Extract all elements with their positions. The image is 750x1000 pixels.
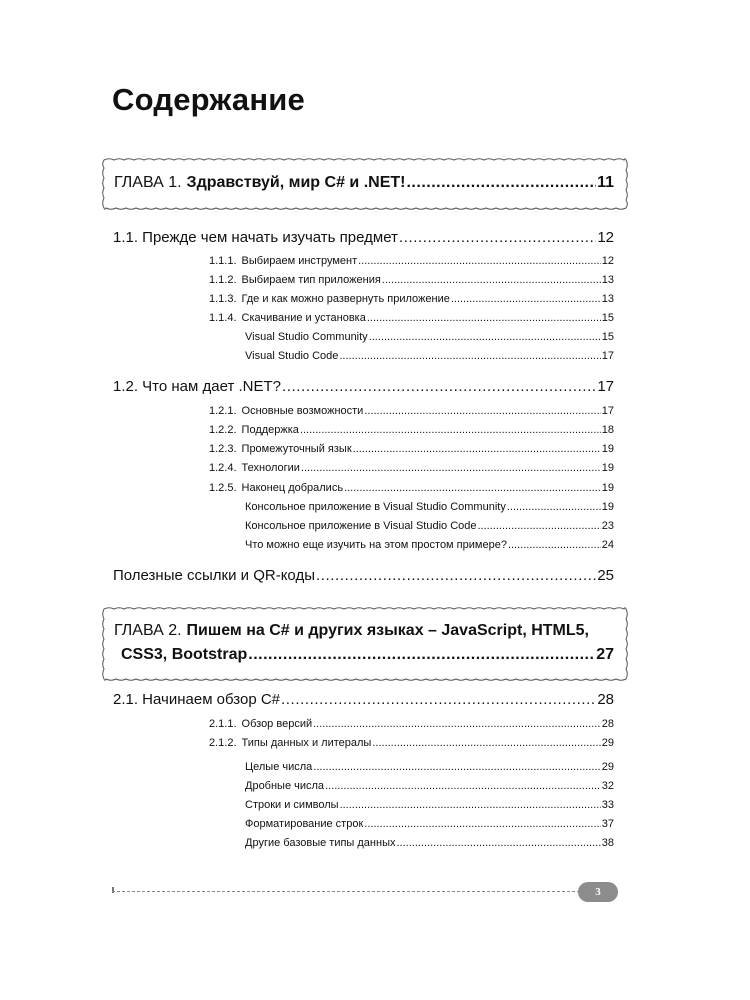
page-number: 17 — [601, 350, 614, 362]
page-number: 17 — [597, 378, 614, 395]
page-number: 19 — [601, 482, 614, 494]
toc-section-2-1[interactable] — [113, 691, 614, 708]
page-number-badge: 3 — [578, 882, 618, 902]
page-number: 15 — [601, 312, 614, 324]
page-number: 23 — [601, 520, 614, 532]
toc-topic[interactable] — [245, 501, 614, 513]
dot-leader — [325, 780, 601, 792]
entry-title: Выбираем инструмент — [241, 255, 358, 267]
dot-leader — [316, 567, 596, 584]
page-number: 19 — [601, 443, 614, 455]
toc-topic[interactable] — [245, 818, 614, 830]
entry-number: 1.1.4. — [209, 312, 237, 324]
dot-leader — [353, 443, 601, 455]
entry-number: 2.1.1. — [209, 718, 237, 730]
entry-title: Промежуточный язык — [241, 443, 352, 455]
page-number: 17 — [601, 405, 614, 417]
page-number: 19 — [601, 462, 614, 474]
footer-divider — [112, 891, 580, 892]
page-number: 33 — [601, 799, 614, 811]
entry-title: Поддержка — [241, 424, 299, 436]
toc-subsection-2-1-1[interactable] — [209, 718, 614, 730]
dot-leader — [451, 293, 601, 305]
page-number: 24 — [601, 539, 614, 551]
chapter-title: Здравствуй, мир C# и .NET! — [186, 174, 406, 191]
page-number: 29 — [601, 737, 614, 749]
entry-number: 1.2.3. — [209, 443, 237, 455]
page-number: 28 — [597, 691, 614, 708]
chapter-1-box — [100, 156, 630, 212]
entry-number: 1.2.1. — [209, 405, 237, 417]
dot-leader — [507, 501, 601, 513]
chapter-title: CSS3, Bootstrap — [121, 646, 248, 663]
dot-leader — [281, 691, 596, 708]
entry-title: Скачивание и установка — [241, 312, 366, 324]
toc-topic[interactable] — [245, 780, 614, 792]
entry-number: 2.1.2. — [209, 737, 237, 749]
dot-leader — [478, 520, 601, 532]
entry-title: Технологии — [241, 462, 300, 474]
toc-subsection-1-1-2[interactable] — [209, 274, 614, 286]
entry-title: 1.2. Что нам дает .NET? — [113, 378, 281, 395]
entry-title: Visual Studio Code — [245, 350, 339, 362]
dot-leader — [372, 737, 600, 749]
dot-leader — [248, 646, 595, 664]
wavy-frame — [100, 605, 630, 683]
entry-number: 1.2.2. — [209, 424, 237, 436]
entry-title: Основные возможности — [241, 405, 364, 417]
entry-title: Наконец добрались — [241, 482, 344, 494]
footer-tick — [112, 887, 114, 893]
entry-title: Типы данных и литералы — [241, 737, 372, 749]
entry-title: Форматирование строк — [245, 818, 364, 830]
dot-leader — [313, 718, 601, 730]
dot-leader — [406, 174, 596, 192]
page-title: Содержание — [112, 82, 305, 117]
page-number: 12 — [597, 229, 614, 246]
entry-title: Дробные числа — [245, 780, 325, 792]
entry-number: 1.2.5. — [209, 482, 237, 494]
page-number: 12 — [601, 255, 614, 267]
toc-subsection-2-1-2[interactable] — [209, 737, 614, 749]
toc-section-1-2[interactable] — [113, 378, 614, 395]
chapter-1-entry[interactable] — [114, 174, 614, 192]
entry-title: Visual Studio Community — [245, 331, 368, 343]
page-number: 13 — [601, 274, 614, 286]
entry-title: Консольное приложение в Visual Studio Code — [245, 520, 477, 532]
dot-leader — [358, 255, 601, 267]
page-number: 37 — [601, 818, 614, 830]
page-number: 29 — [601, 761, 614, 773]
page-number: 18 — [601, 424, 614, 436]
entry-title: 2.1. Начинаем обзор C# — [113, 691, 281, 708]
dot-leader — [399, 229, 596, 246]
dot-leader — [382, 274, 601, 286]
entry-title: Целые числа — [245, 761, 313, 773]
chapter-label: ГЛАВА 2. — [114, 622, 182, 639]
page-number: 15 — [601, 331, 614, 343]
page-number: 32 — [601, 780, 614, 792]
page-number: 13 — [601, 293, 614, 305]
dot-leader — [367, 312, 601, 324]
toc-subsection-1-2-3[interactable] — [209, 443, 614, 455]
toc-section-links[interactable] — [113, 567, 614, 584]
page-number: 38 — [601, 837, 614, 849]
toc-section-1-1[interactable] — [113, 229, 614, 246]
toc-topic[interactable] — [245, 520, 614, 532]
toc-topic[interactable] — [245, 761, 614, 773]
chapter-2-entry-cont[interactable] — [121, 646, 614, 664]
entry-title: Выбираем тип приложения — [241, 274, 381, 286]
chapter-2-entry[interactable] — [114, 622, 614, 640]
entry-title: Строки и символы — [245, 799, 339, 811]
dot-leader — [396, 837, 600, 849]
page-number: 25 — [597, 567, 614, 584]
toc-topic[interactable] — [245, 331, 614, 343]
toc-subsection-1-1-4[interactable] — [209, 312, 614, 324]
dot-leader — [301, 462, 601, 474]
entry-number: 1.2.4. — [209, 462, 237, 474]
chapter-2-box — [100, 605, 630, 683]
toc-subsection-1-2-4[interactable] — [209, 462, 614, 474]
toc-topic[interactable] — [245, 799, 614, 811]
dot-leader — [339, 350, 600, 362]
dot-leader — [300, 424, 601, 436]
page-number: 28 — [601, 718, 614, 730]
dot-leader — [364, 818, 600, 830]
dot-leader — [344, 482, 601, 494]
chapter-title: Пишем на C# и других языках – JavaScript, HTML5, — [186, 622, 589, 639]
entry-title: 1.1. Прежде чем начать изучать предмет — [113, 229, 398, 246]
dot-leader — [313, 761, 600, 773]
page-number: 19 — [601, 501, 614, 513]
toc-topic[interactable] — [245, 350, 614, 362]
dot-leader — [340, 799, 601, 811]
page-number: 11 — [597, 174, 614, 191]
page-number: 27 — [596, 646, 614, 663]
entry-title: Другие базовые типы данных — [245, 837, 396, 849]
chapter-label: ГЛАВА 1. — [114, 174, 182, 191]
entry-title: Где и как можно развернуть приложение — [241, 293, 450, 305]
dot-leader — [508, 539, 601, 551]
entry-title: Консольное приложение в Visual Studio Community — [245, 501, 506, 513]
entry-number: 1.1.3. — [209, 293, 237, 305]
entry-title: Полезные ссылки и QR-коды — [113, 567, 315, 584]
entry-title: Обзор версий — [241, 718, 313, 730]
dot-leader — [282, 378, 596, 395]
entry-number: 1.1.2. — [209, 274, 237, 286]
toc-topic[interactable] — [245, 837, 614, 849]
entry-title: Что можно еще изучить на этом простом примере? — [245, 539, 507, 551]
toc-topic[interactable] — [245, 539, 614, 551]
dot-leader — [369, 331, 601, 343]
entry-number: 1.1.1. — [209, 255, 237, 267]
toc-subsection-1-2-5[interactable] — [209, 482, 614, 494]
dot-leader — [364, 405, 600, 417]
toc-subsection-1-2-1[interactable] — [209, 405, 614, 417]
toc-subsection-1-1-1[interactable] — [209, 255, 614, 267]
toc-subsection-1-1-3[interactable] — [209, 293, 614, 305]
toc-subsection-1-2-2[interactable] — [209, 424, 614, 436]
